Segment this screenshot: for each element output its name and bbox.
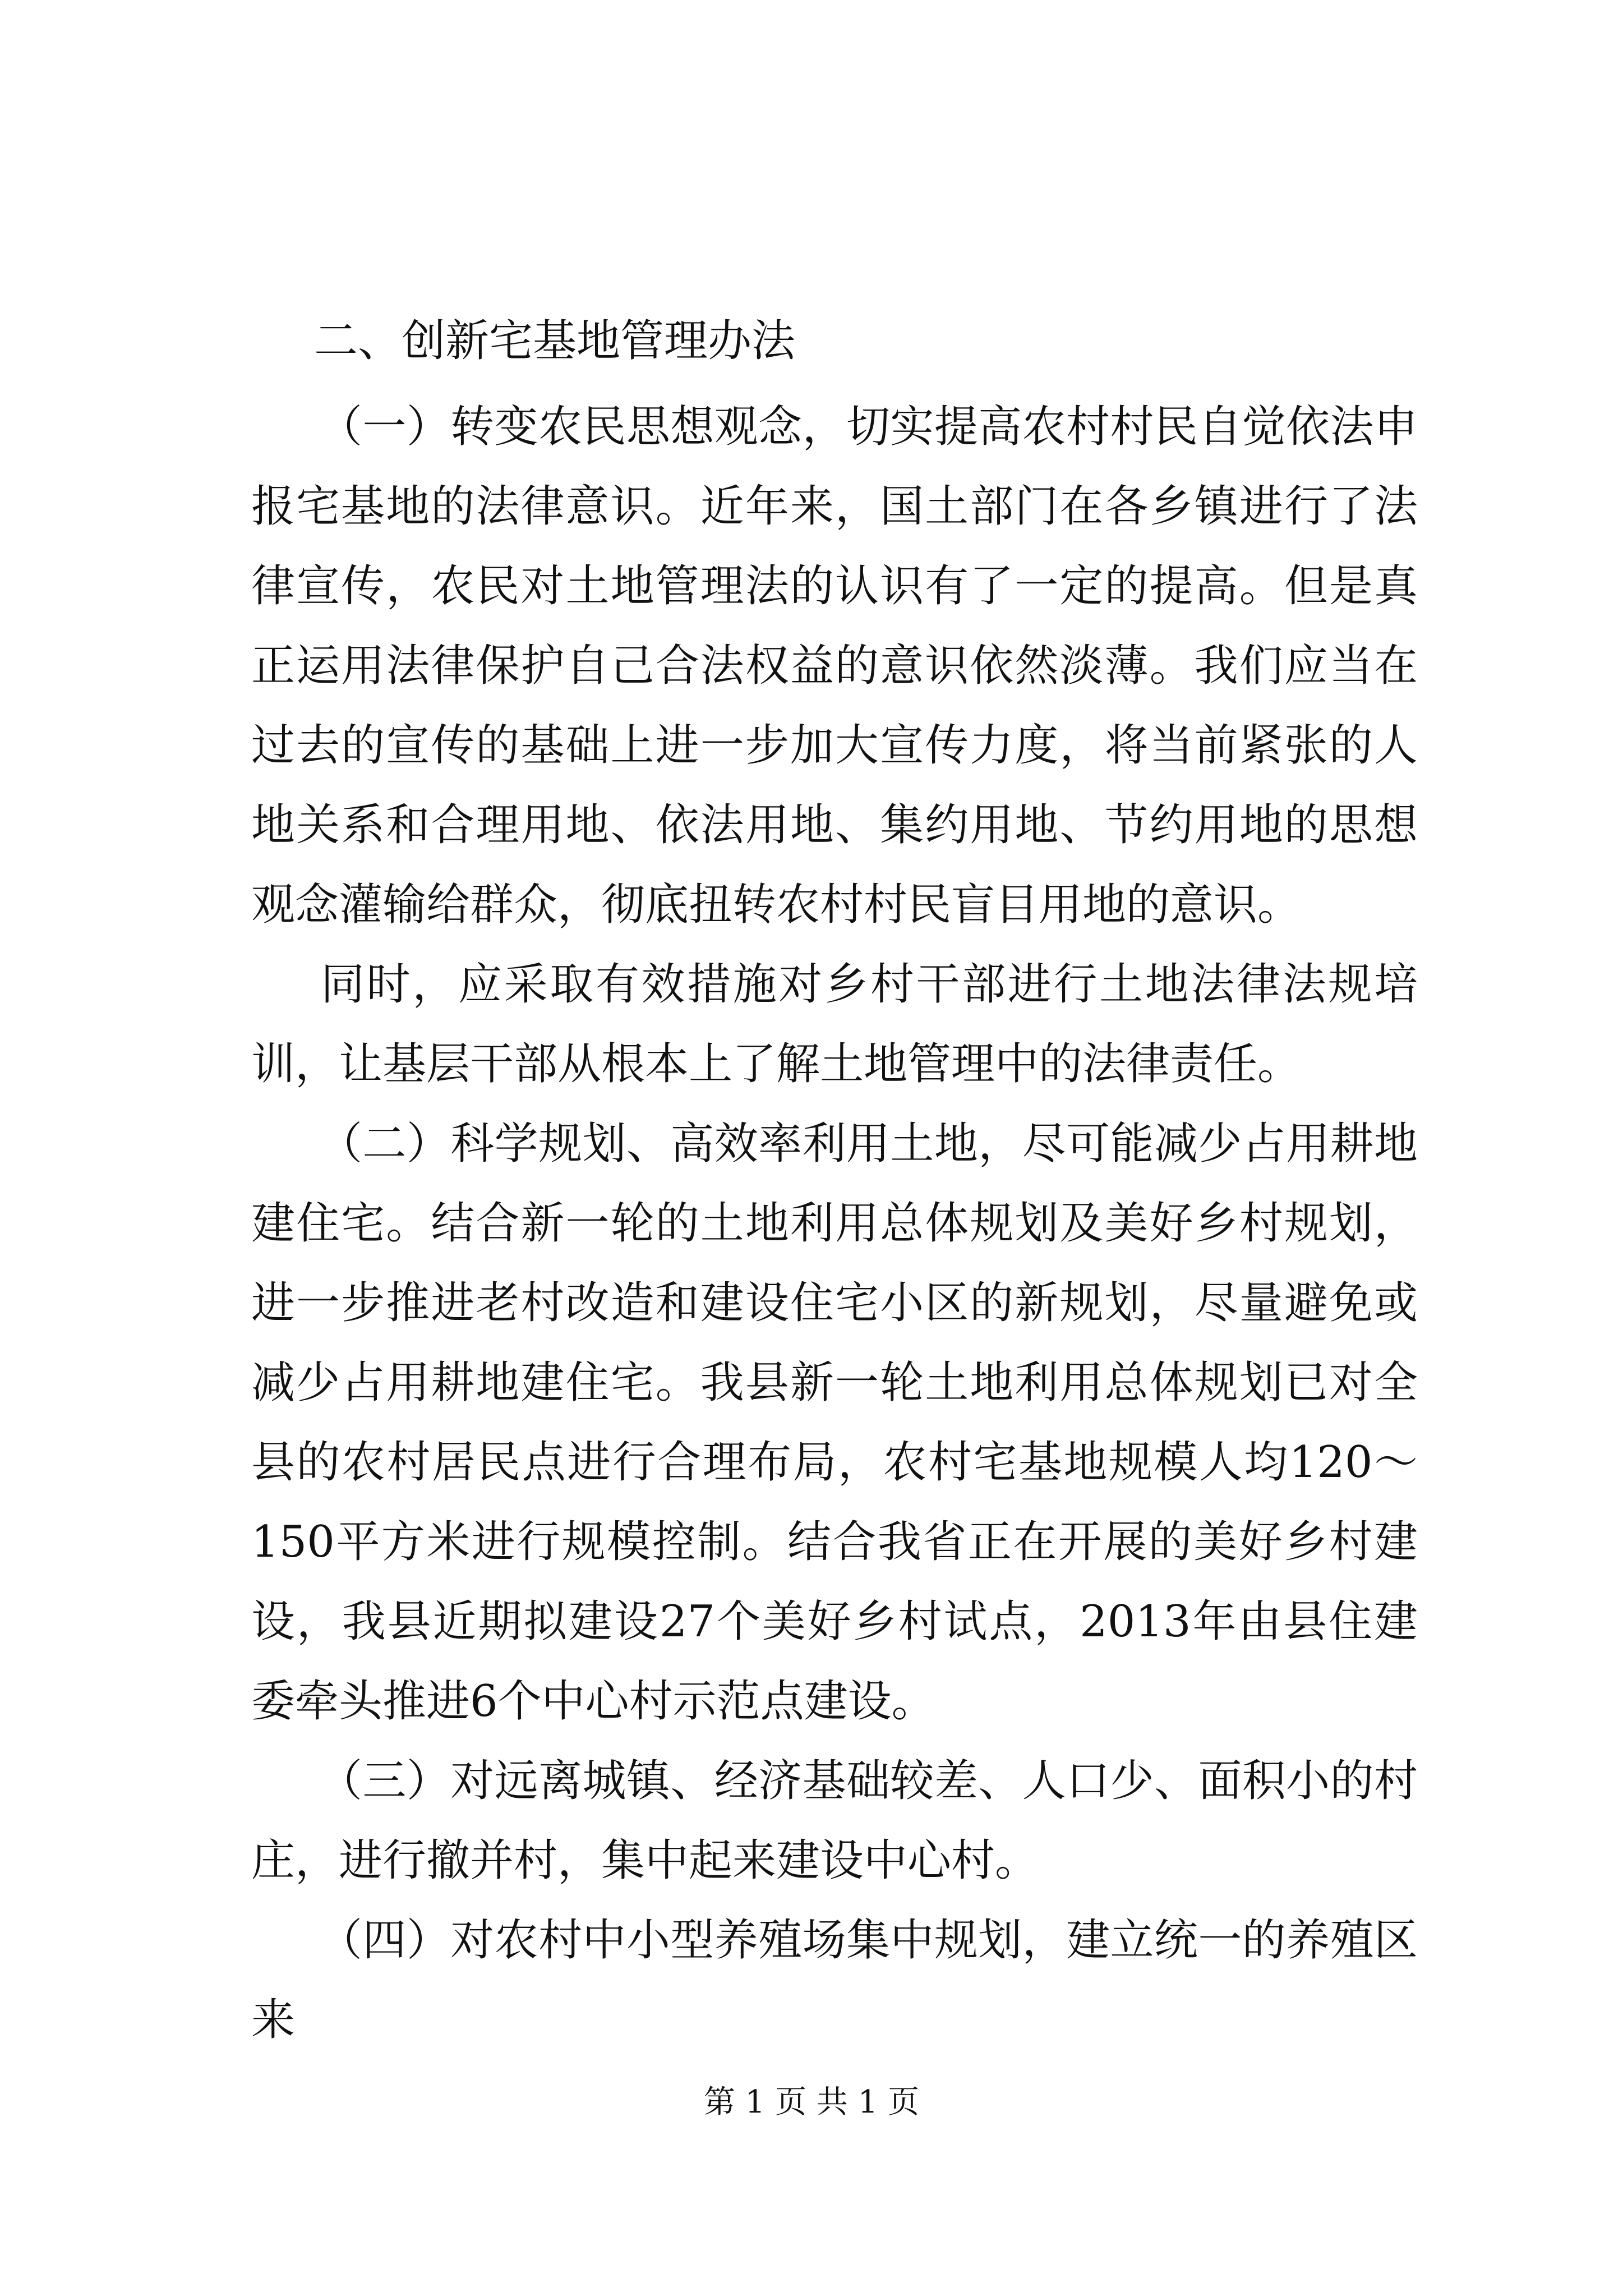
page-footer: 第 1 页 共 1 页 — [703, 2084, 920, 2120]
paragraph-five: （四）对农村中小型养殖场集中规划，建立统一的养殖区来 — [251, 1915, 1418, 2045]
paragraph-two: 同时，应采取有效措施对乡村干部进行土地法律法规培训，让基层干部从根本上了解土地管理中的法律责任。 — [251, 959, 1418, 1089]
section-heading: 二、创新宅基地管理办法 — [314, 316, 796, 366]
document-body — [251, 307, 1418, 2060]
paragraph-one: （一）转变农民思想观念，切实提高农村村民自觉依法申报宅基地的法律意识。近年来，国土部门在各乡镇进行了法律宣传，农民对土地管理法的认识有了一定的提高。但是真正运用法律保护自己合法权益的意识依然淡薄。我们应当在过去的宣传的基础上进一步加大宣传力度，将当前紧张的人地关系和合理用地、依法用地、集约用地、节约用地的思想观念灌输给群众，彻底扭转农村村民盲目用地的意识。 — [251, 402, 1418, 930]
paragraph-three: （二）科学规划、高效率利用土地，尽可能减少占用耕地建住宅。结合新一轮的土地利用总体规划及美好乡村规划，进一步推进老村改造和建设住宅小区的新规划，尽量避免或减少占用耕地建住宅。我县新一轮土地利用总体规划已对全县的农村居民点进行合理布局，农村宅基地规模人均120～150平方米进行规模控制。结合我省正在开展的美好乡村建设，我县近期拟建设27个美好乡村试点，2013年由县住建委牵头推进6个中心村示范点建设。 — [251, 1119, 1418, 1727]
paragraph-four: （三）对远离城镇、经济基础较差、人口少、面积小的村庄，进行撤并村，集中起来建设中心村。 — [251, 1756, 1418, 1886]
